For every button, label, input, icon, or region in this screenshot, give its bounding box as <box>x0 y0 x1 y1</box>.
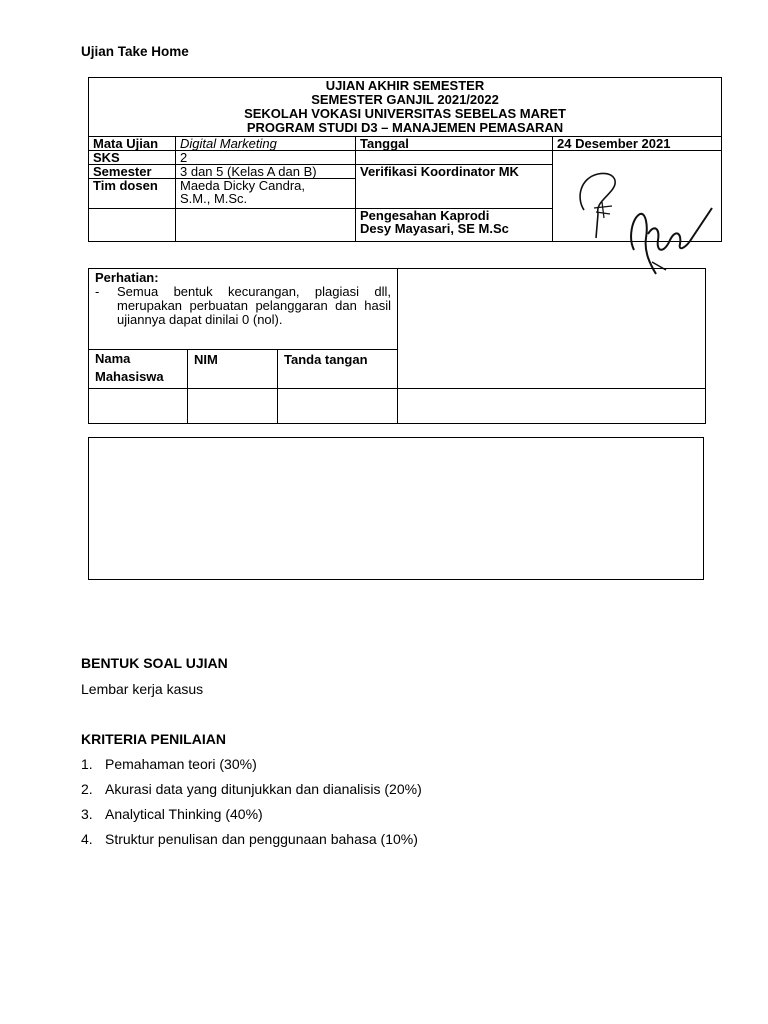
banner-line-3: SEKOLAH VOKASI UNIVERSITAS SEBELAS MARET <box>244 106 566 121</box>
tanggal-label: Tanggal <box>356 137 553 151</box>
empty-cell <box>176 209 356 242</box>
col-tanda-tangan: Tanda tangan <box>278 350 398 389</box>
list-item <box>81 831 422 856</box>
attention-text: Semua bentuk kecurangan, plagiasi dll, merupakan perbuatan pelanggaran dan hasil ujiannya dapat dinilai 0 (nol). <box>117 284 392 327</box>
list-item <box>81 806 422 831</box>
mata-ujian-value: Digital Marketing <box>176 137 356 151</box>
list-number: 2. <box>81 781 93 797</box>
nim-input-cell[interactable] <box>188 389 278 424</box>
kaprodi-name: Desy Mayasari, SE M.Sc <box>360 221 509 236</box>
coordinator-signature <box>572 168 632 240</box>
list-text: Akurasi data yang ditunjukkan dan dianalisis (20%) <box>105 781 422 797</box>
col-nim: NIM <box>188 350 278 389</box>
pengesahan-label: Pengesahan Kaprodi <box>360 208 490 223</box>
sks-empty-cell <box>356 151 553 165</box>
col-nama-mahasiswa: Nama Mahasiswa <box>89 350 188 389</box>
tim-dosen-label: Tim dosen <box>89 179 176 209</box>
attention-right-cell <box>398 269 706 389</box>
attention-item <box>95 285 391 327</box>
semester-label: Semester <box>89 165 176 179</box>
list-text: Pemahaman teori (30%) <box>105 756 257 772</box>
attention-cell <box>89 269 398 350</box>
bentuk-value: Lembar kerja kasus <box>81 681 204 697</box>
kriteria-list <box>81 756 422 856</box>
verifikasi-label: Verifikasi Koordinator MK <box>356 165 553 209</box>
tim-dosen-line-1: Maeda Dicky Candra, <box>180 178 305 193</box>
answer-box[interactable] <box>88 437 704 580</box>
tanggal-value: 24 Desember 2021 <box>553 137 722 151</box>
pengesahan-cell <box>356 209 553 242</box>
attention-title: Perhatian: <box>95 270 159 285</box>
banner-line-1: UJIAN AKHIR SEMESTER <box>325 78 485 93</box>
mata-ujian-label: Mata Ujian <box>89 137 176 151</box>
kaprodi-signature <box>626 204 716 278</box>
nama-input-cell[interactable] <box>89 389 188 424</box>
sks-label: SKS <box>89 151 176 165</box>
list-text: Analytical Thinking (40%) <box>105 806 263 822</box>
list-text: Struktur penulisan dan penggunaan bahasa (10%) <box>105 831 418 847</box>
list-number: 3. <box>81 806 93 822</box>
kriteria-heading: KRITERIA PENILAIAN <box>81 731 226 747</box>
exam-banner <box>89 78 722 137</box>
tim-dosen-line-2: S.M., M.Sc. <box>180 191 248 206</box>
banner-line-4: PROGRAM STUDI D3 – MANAJEMEN PEMASARAN <box>246 120 564 135</box>
banner-line-2: SEMESTER GANJIL 2021/2022 <box>311 92 499 107</box>
list-item <box>81 756 422 781</box>
list-item <box>81 781 422 806</box>
attention-table <box>88 268 706 424</box>
sks-value: 2 <box>176 151 356 165</box>
list-number: 1. <box>81 756 93 772</box>
list-number: 4. <box>81 831 93 847</box>
ttd-input-cell[interactable] <box>278 389 398 424</box>
bentuk-heading: BENTUK SOAL UJIAN <box>81 655 228 671</box>
attention-bullet: - <box>95 284 100 299</box>
document-label: Ujian Take Home <box>81 44 189 59</box>
tim-dosen-value <box>176 179 356 209</box>
empty-cell <box>89 209 176 242</box>
empty-cell <box>398 389 706 424</box>
semester-value: 3 dan 5 (Kelas A dan B) <box>176 165 356 179</box>
